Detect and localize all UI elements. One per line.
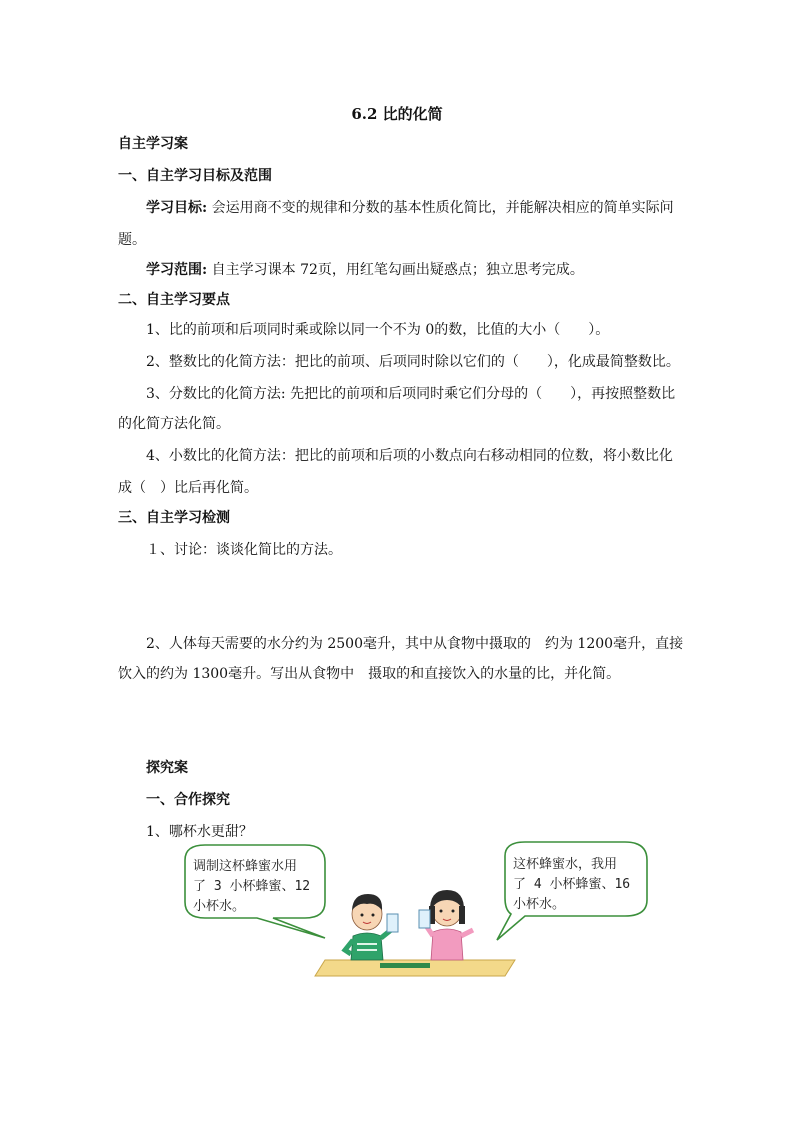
speech-bubble-right [497, 842, 647, 940]
point-2: 2、整数比的化简方法：把比的前项、后项同时除以它们的（ ），化成最简整数比。 [146, 354, 680, 370]
heading-self-check: 三、自主学习检测 [118, 510, 230, 526]
bubble-left-line-1: 调制这杯蜂蜜水用 [193, 859, 298, 874]
heading-goals: 一、自主学习目标及范围 [118, 168, 272, 184]
bubble-right-line-1: 这杯蜂蜜水，我用 [513, 857, 618, 872]
question-2-cont: 饮入的约为 1300毫升。写出从食物中 摄取的和直接饮入的水量的比，并化简。 [118, 666, 621, 682]
question-1: １、讨论：谈谈化简比的方法。 [146, 542, 342, 558]
heading-cooperative: 一、合作探究 [146, 792, 230, 808]
girl-figure [419, 890, 473, 960]
section-self-study: 自主学习案 [118, 136, 188, 152]
point-4-cont: 成（ ）比后再化简。 [118, 480, 258, 496]
honey-water-illustration [175, 840, 685, 982]
point-4: 4、小数比的化简方法：把比的前项和后项的小数点向右移动相同的位数，将小数比化 [146, 448, 673, 464]
heading-key-points: 二、自主学习要点 [118, 292, 230, 308]
bubble-right-line-2: 了 4 小杯蜂蜜、16 [513, 877, 631, 892]
explore-question-1: 1、哪杯水更甜？ [146, 824, 253, 840]
bubble-left-line-2: 了 3 小杯蜂蜜、12 [193, 879, 311, 894]
page-title: 6.2 比的化简 [351, 105, 443, 123]
range-text: 自主学习课本 72页，用红笔勾画出疑惑点；独立思考完成。 [207, 262, 584, 278]
bubble-left-line-3: 小杯水。 [193, 899, 246, 914]
goal-text: 会运用商不变的规律和分数的基本性质化简比，并能解决相应的简单实际问 [207, 200, 674, 216]
range-label: 学习范围: [146, 262, 208, 278]
section-explore: 探究案 [146, 760, 188, 776]
point-3: 3、分数比的化简方法: 先把比的前项和后项同时乘它们分母的（ ），再按照整数比 [146, 386, 676, 402]
question-2: 2、人体每天需要的水分约为 2500毫升，其中从食物中摄取的 约为 1200毫升，直接 [146, 636, 684, 652]
table-illustration [315, 960, 515, 976]
goal-line [146, 198, 686, 218]
range-line [146, 260, 686, 280]
point-1: 1、比的前项和后项同时乘或除以同一个不为 0的数，比值的大小（ ）。 [146, 322, 610, 338]
point-3-cont: 的化简方法化简。 [118, 416, 230, 432]
speech-bubble-left [185, 845, 325, 938]
goal-label: 学习目标: [146, 200, 208, 216]
goal-text-cont: 题。 [118, 232, 146, 248]
bubble-right-line-3: 小杯水。 [513, 897, 566, 912]
boy-figure [345, 894, 398, 960]
